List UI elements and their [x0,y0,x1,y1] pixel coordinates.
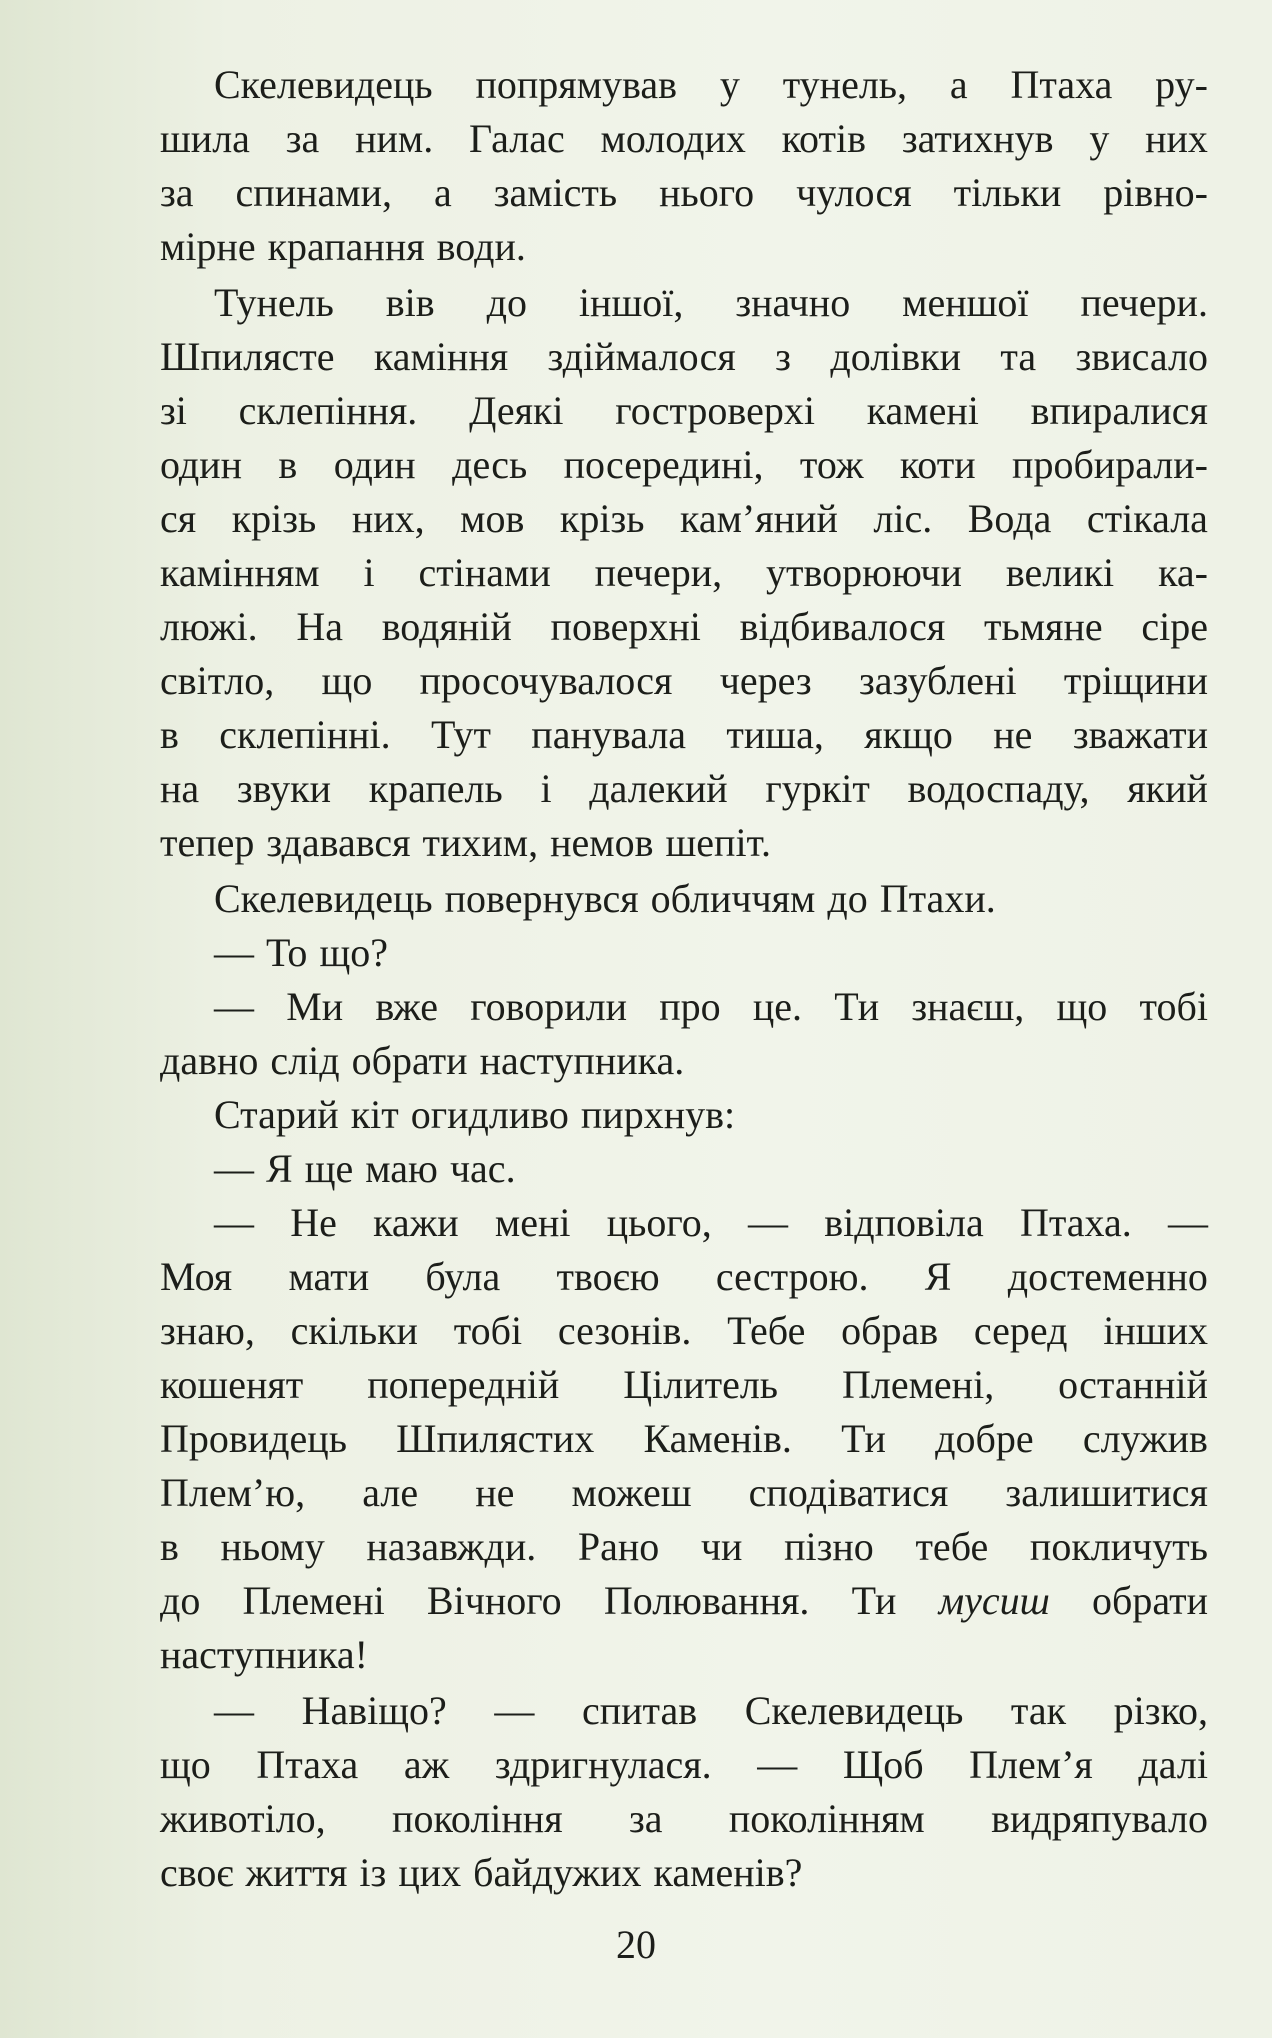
word: каменів? [653,1850,803,1895]
word: Плем’я [969,1742,1093,1787]
word: сподіватися [748,1470,949,1515]
word: здавався [266,820,411,865]
word: відбивалося [739,604,946,649]
word: мати [288,1254,370,1299]
word: значно [735,280,851,325]
word: склепіння. [238,388,418,433]
word: крізь [559,496,645,541]
word: знаєш, [911,984,1025,1029]
text-line [160,1738,1208,1792]
word: Вода [967,496,1052,541]
text-line [160,1684,1208,1738]
word: Ти [834,984,880,1029]
word: іншої, [578,280,684,325]
word: тьмяне [984,604,1103,649]
word: сезонів. [557,1308,692,1353]
word: шепіт. [665,820,772,865]
word: Птаха [256,1742,359,1787]
word: пробирали- [1012,442,1208,487]
word: — [748,1200,789,1245]
word: але [362,1470,419,1515]
word: кам’яний [680,496,838,541]
word: достеменно [1007,1254,1208,1299]
word: чи [700,1524,743,1569]
text-line [160,1574,1208,1628]
word: сестрою. [715,1254,869,1299]
word: крапель [368,766,503,811]
word: своє [160,1850,234,1895]
text-line [160,220,1208,274]
word: коти [899,442,976,487]
word: до [160,1578,201,1623]
word: тріщини [1063,658,1208,703]
word: — [214,930,254,975]
word: не [475,1470,515,1515]
text-line [160,708,1208,762]
word: аж [403,1742,450,1787]
text-line [160,546,1208,600]
word: кажи [373,1200,459,1245]
word: ру- [1155,62,1208,107]
word: утворюючи [766,550,962,595]
word: крапання [267,224,425,269]
word: Деякі [469,388,564,433]
word: тож [799,442,864,487]
word: відповіла [824,1200,984,1245]
word: обрав [841,1308,939,1353]
word: Вічного [426,1578,562,1623]
word: а [949,62,968,107]
word: Полювання. [603,1578,810,1623]
text-line [160,1846,1208,1900]
word: Галас [469,116,565,161]
word: обрати [351,1038,468,1083]
word: мірне [160,224,256,269]
text-line [160,1196,1208,1250]
word: Рано [577,1524,660,1569]
text-line [160,654,1208,708]
word: каміння [373,334,509,379]
word: чулося [796,170,912,215]
word: Каменів. [643,1416,792,1461]
word: далі [1138,1742,1208,1787]
word: впиралися [1030,388,1208,433]
text-line [160,58,1208,112]
word: так [1010,1688,1067,1733]
text-line [160,816,1208,870]
word: води. [436,224,526,269]
word: ліс. [873,496,933,541]
word: Цілитель [623,1362,779,1407]
word: обрати [1092,1578,1208,1623]
word: затихнув [901,116,1054,161]
word: здригнулася. [494,1742,712,1787]
text-line [160,1792,1208,1846]
word: мені [494,1200,571,1245]
word: Тут [431,712,491,757]
word: світло, [160,658,275,703]
text-line [160,926,1208,980]
word: твоєю [556,1254,660,1299]
word: за [628,1796,663,1841]
text-line [160,166,1208,220]
word: і [363,550,375,595]
word: водяній [381,604,512,649]
word: що [1056,984,1108,1029]
word: час. [449,1146,516,1191]
word: в [160,1524,179,1569]
word: ще [304,1146,354,1191]
word: що [160,1742,211,1787]
word: — [214,1146,254,1191]
word: ся [160,496,197,541]
text-line [160,492,1208,546]
word: наступника! [160,1632,368,1677]
word: інших [1103,1308,1208,1353]
word: гостроверхі [615,388,815,433]
word: знаю, [160,1308,255,1353]
word: зазублені [859,658,1017,703]
word: до [827,876,868,921]
word: поверхні [550,604,701,649]
word: долівки [830,334,961,379]
word: молодих [600,116,746,161]
word: кіт [350,1092,399,1137]
word: них [1145,116,1208,161]
word: Старий [214,1092,339,1137]
word: покличуть [1029,1524,1208,1569]
word: водоспаду, [907,766,1090,811]
word: добре [935,1416,1034,1461]
word: тиша, [726,712,824,757]
word: шила [160,116,250,161]
word: стікала [1086,496,1208,541]
word: а [433,170,452,215]
word: тобі [453,1308,523,1353]
text-line [160,980,1208,1034]
word: не [993,712,1033,757]
word: Ти [851,1578,897,1623]
word: гуркіт [765,766,870,811]
word: Племені, [842,1362,995,1407]
word: служив [1082,1416,1208,1461]
word: — [214,1200,254,1245]
word: до [486,280,527,325]
word: мов [460,496,525,541]
word: десь [452,442,528,487]
word: — [1168,1200,1208,1245]
word: цих [398,1850,462,1895]
word: тобі [1139,984,1208,1029]
word: останній [1058,1362,1208,1407]
text-line [160,1142,1208,1196]
word: була [425,1254,501,1299]
text-line [160,1520,1208,1574]
word: тільки [953,170,1062,215]
word: меншої [902,280,1029,325]
page-number: 20 [616,1922,656,1967]
word: різко, [1113,1688,1208,1733]
text-line [160,1628,1208,1682]
word: звисало [1075,334,1208,379]
word: через [719,658,812,703]
word: ньому [220,1524,325,1569]
word: панувала [531,712,687,757]
word: наступника. [479,1038,685,1083]
word: серед [973,1308,1068,1353]
word: в [160,712,179,757]
text-line [160,1412,1208,1466]
word: мусиш [938,1578,1050,1623]
word: Щоб [842,1742,924,1787]
text-line [160,330,1208,384]
word: здіймалося [547,334,736,379]
word: Шпилясте [160,334,335,379]
word: далекий [589,766,728,811]
word: із [359,1850,387,1895]
word: Ми [286,984,344,1029]
word: покоління [392,1796,563,1841]
word: — [214,984,254,1029]
word: Тебе [727,1308,806,1353]
word: люжі. [160,604,258,649]
word: животіло, [160,1796,326,1841]
word: один [333,442,416,487]
word: у [1089,116,1110,161]
word: — [494,1688,535,1733]
word: назавжди. [366,1524,537,1569]
word: звуки [236,766,332,811]
word: Скелевидець [214,876,433,921]
word: стінами [418,550,551,595]
word: великі [1005,550,1115,595]
text-line [160,762,1208,816]
word: камінням [160,550,320,595]
word: замість [493,170,618,215]
word: цього, [606,1200,712,1245]
word: говорили [470,984,628,1029]
word: пирхнув: [580,1092,736,1137]
word: Птаха [1010,62,1113,107]
word: видряпувало [991,1796,1208,1841]
word: Птахи. [879,876,996,921]
word: про [659,984,721,1029]
word: Я [266,1146,293,1191]
word: Тунель [214,280,334,325]
text-line [160,1304,1208,1358]
text-line [160,1088,1208,1142]
word: немов [550,820,654,865]
word: зі [160,388,187,433]
word: який [1127,766,1208,811]
word: пізно [784,1524,874,1569]
word: Племені [242,1578,385,1623]
word: ка- [1158,550,1208,595]
word: Шпилястих [396,1416,595,1461]
word: Моя [160,1254,233,1299]
word: Птаха. [1019,1200,1132,1245]
word: тунель, [782,62,908,107]
word: з [775,334,791,379]
word: на [160,766,200,811]
word: них, [351,496,425,541]
word: байдужих [473,1850,642,1895]
word: обличчям [650,876,816,921]
word: це. [752,984,803,1029]
word: просочувалося [419,658,673,703]
word: крізь [231,496,317,541]
word: печери. [1080,280,1208,325]
text-line [160,1034,1208,1088]
word: Навіщо? [301,1688,447,1733]
text-line [160,276,1208,330]
word: печери, [594,550,723,595]
word: посередині, [563,442,764,487]
text-line [160,600,1208,654]
word: залишитися [1005,1470,1208,1515]
word: попередній [367,1362,560,1407]
text-line [160,872,1208,926]
text-line [160,438,1208,492]
word: у [719,62,740,107]
word: попрямував [475,62,678,107]
word: Скелевидець [744,1688,964,1733]
word: склепінні. [219,712,391,757]
word: Ти [841,1416,886,1461]
text-line [160,112,1208,166]
text-line [160,384,1208,438]
word: зважати [1072,712,1208,757]
text-line [160,1358,1208,1412]
word: тепер [160,820,255,865]
word: повернувся [444,876,639,921]
word: за [160,170,194,215]
word: огидливо [410,1092,569,1137]
word: скільки [290,1308,418,1353]
word: Плем’ю, [160,1470,306,1515]
word: Я [924,1254,952,1299]
word: якщо [864,712,953,757]
word: кошенят [160,1362,304,1407]
text-line [160,1466,1208,1520]
word: маю [365,1146,438,1191]
word: сіре [1141,604,1208,649]
word: — [214,1688,254,1733]
word: що [321,658,373,703]
word: тебе [915,1524,989,1569]
word: спинами, [235,170,392,215]
word: Не [290,1200,337,1245]
word: спитав [581,1688,698,1733]
word: вже [375,984,439,1029]
word: тихим, [422,820,539,865]
word: поколінням [728,1796,925,1841]
word: — [757,1742,798,1787]
word: камені [866,388,979,433]
word: слід [270,1038,340,1083]
word: в [278,442,298,487]
word: ним. [355,116,434,161]
word: На [296,604,343,649]
word: нього [659,170,755,215]
word: життя [245,1850,348,1895]
text-line [160,1250,1208,1304]
word: Провидець [160,1416,347,1461]
word: один [160,442,243,487]
word: рівно- [1103,170,1208,215]
word: можеш [571,1470,692,1515]
word: та [1000,334,1037,379]
word: за [285,116,320,161]
word: То [266,930,308,975]
word: і [540,766,552,811]
word: що? [319,930,388,975]
word: давно [160,1038,259,1083]
word: котів [781,116,867,161]
word: Скелевидець [214,62,433,107]
word: вів [385,280,435,325]
